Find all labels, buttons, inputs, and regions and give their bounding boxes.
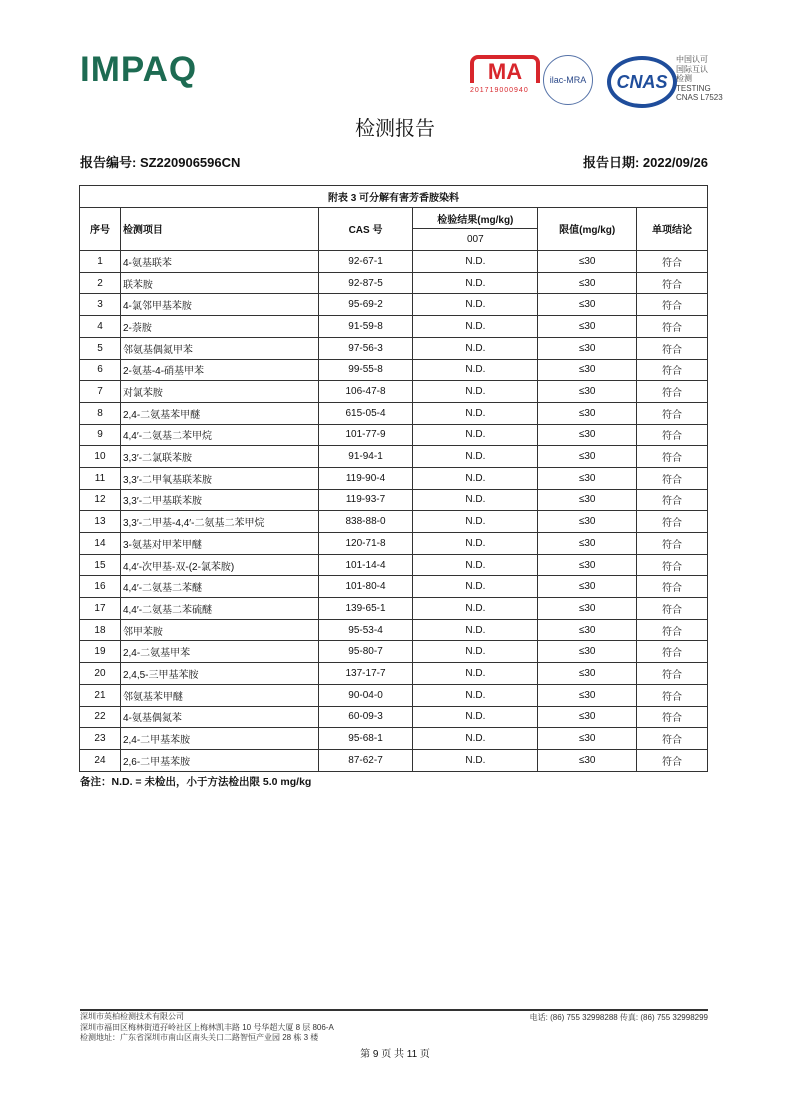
row-limit: ≤30 xyxy=(538,424,637,446)
row-result: N.D. xyxy=(413,663,538,685)
row-no: 6 xyxy=(80,359,121,381)
cma-number: 201719000940 xyxy=(470,87,529,94)
table-row xyxy=(80,684,708,706)
row-no: 8 xyxy=(80,402,121,424)
row-result: N.D. xyxy=(413,684,538,706)
row-conclusion: 符合 xyxy=(637,511,708,533)
row-limit: ≤30 xyxy=(538,728,637,750)
table-row xyxy=(80,316,708,338)
row-result: N.D. xyxy=(413,294,538,316)
cnas-line: 中国认可 xyxy=(676,55,708,64)
row-item: 联苯胺 xyxy=(120,272,318,294)
row-result: N.D. xyxy=(413,641,538,663)
row-conclusion: 符合 xyxy=(637,554,708,576)
footer-company: 深圳市英柏检测技术有限公司 xyxy=(80,1012,184,1021)
cma-label: MA xyxy=(470,55,540,83)
page-number: 第 9 页 共 11 页 xyxy=(360,1049,430,1060)
row-cas: 87-62-7 xyxy=(318,749,413,771)
row-conclusion: 符合 xyxy=(637,446,708,468)
row-limit: ≤30 xyxy=(538,749,637,771)
row-limit: ≤30 xyxy=(538,402,637,424)
table-row xyxy=(80,641,708,663)
page-title: 检测报告 xyxy=(355,118,435,140)
row-cas: 95-53-4 xyxy=(318,619,413,641)
row-cas: 95-80-7 xyxy=(318,641,413,663)
row-result: N.D. xyxy=(413,251,538,273)
table-row xyxy=(80,467,708,489)
row-no: 9 xyxy=(80,424,121,446)
row-result: N.D. xyxy=(413,598,538,620)
row-item: 2,4,5-三甲基苯胺 xyxy=(120,663,318,685)
ilac-mra-logo xyxy=(543,55,593,105)
note: 备注：N.D. = 未检出，小于方法检出限 5.0 mg/kg xyxy=(80,776,312,788)
row-no: 10 xyxy=(80,446,121,468)
row-no: 18 xyxy=(80,619,121,641)
row-result: N.D. xyxy=(413,554,538,576)
row-limit: ≤30 xyxy=(538,576,637,598)
row-result: N.D. xyxy=(413,359,538,381)
table-row xyxy=(80,728,708,750)
row-limit: ≤30 xyxy=(538,619,637,641)
row-limit: ≤30 xyxy=(538,272,637,294)
footer-office: 深圳市福田区梅林街道孖岭社区上梅林凯丰路 10 号华超大厦 8 层 806-A xyxy=(80,1022,334,1032)
row-conclusion: 符合 xyxy=(637,641,708,663)
row-no: 14 xyxy=(80,533,121,555)
row-limit: ≤30 xyxy=(538,684,637,706)
row-no: 23 xyxy=(80,728,121,750)
row-item: 2,4-二氨基甲苯 xyxy=(120,641,318,663)
report-number: 报告编号: SZ220906596CN xyxy=(80,155,241,170)
row-conclusion: 符合 xyxy=(637,663,708,685)
row-result: N.D. xyxy=(413,424,538,446)
row-conclusion: 符合 xyxy=(637,684,708,706)
row-cas: 92-67-1 xyxy=(318,251,413,273)
row-no: 20 xyxy=(80,663,121,685)
row-item: 2-氨基-4-硝基甲苯 xyxy=(120,359,318,381)
row-limit: ≤30 xyxy=(538,316,637,338)
row-conclusion: 符合 xyxy=(637,381,708,403)
row-conclusion: 符合 xyxy=(637,359,708,381)
col-sample: 007 xyxy=(413,229,538,251)
row-result: N.D. xyxy=(413,316,538,338)
row-cas: 106-47-8 xyxy=(318,381,413,403)
col-result: 检验结果(mg/kg) xyxy=(413,207,538,229)
row-conclusion: 符合 xyxy=(637,706,708,728)
row-conclusion: 符合 xyxy=(637,619,708,641)
row-limit: ≤30 xyxy=(538,294,637,316)
row-no: 3 xyxy=(80,294,121,316)
row-limit: ≤30 xyxy=(538,533,637,555)
table-row xyxy=(80,294,708,316)
row-conclusion: 符合 xyxy=(637,337,708,359)
row-item: 3,3′-二氯联苯胺 xyxy=(120,446,318,468)
row-item: 2,6-二甲基苯胺 xyxy=(120,749,318,771)
table-caption: 附表 3 可分解有害芳香胺染料 xyxy=(80,186,708,208)
col-cas: CAS 号 xyxy=(318,207,413,250)
row-item: 4,4′-次甲基-双-(2-氯苯胺) xyxy=(120,554,318,576)
row-conclusion: 符合 xyxy=(637,533,708,555)
table-row xyxy=(80,533,708,555)
table-row xyxy=(80,511,708,533)
row-limit: ≤30 xyxy=(538,251,637,273)
row-no: 19 xyxy=(80,641,121,663)
row-conclusion: 符合 xyxy=(637,467,708,489)
col-no: 序号 xyxy=(80,207,121,250)
row-item: 2,4-二甲基苯胺 xyxy=(120,728,318,750)
row-conclusion: 符合 xyxy=(637,402,708,424)
ilac-label: ilac-MRA xyxy=(549,75,587,85)
row-no: 24 xyxy=(80,749,121,771)
row-limit: ≤30 xyxy=(538,337,637,359)
cnas-line: TESTING xyxy=(676,83,711,93)
cnas-line: 检测 xyxy=(676,74,692,83)
row-result: N.D. xyxy=(413,728,538,750)
cma-logo xyxy=(470,55,540,100)
row-cas: 99-55-8 xyxy=(318,359,413,381)
row-limit: ≤30 xyxy=(538,641,637,663)
footer-contact: 电话: (86) 755 32998288 传真: (86) 755 32998299 xyxy=(529,1013,708,1022)
logo-text: IMPAQ xyxy=(80,50,198,89)
row-conclusion: 符合 xyxy=(637,728,708,750)
row-item: 3,3′-二甲氧基联苯胺 xyxy=(120,467,318,489)
row-cas: 615-05-4 xyxy=(318,402,413,424)
row-item: 4-氨基偶氮苯 xyxy=(120,706,318,728)
row-no: 12 xyxy=(80,489,121,511)
row-conclusion: 符合 xyxy=(637,598,708,620)
row-cas: 101-14-4 xyxy=(318,554,413,576)
row-item: 4-氨基联苯 xyxy=(120,251,318,273)
cnas-text xyxy=(676,55,723,103)
cnas-line: 国际互认 xyxy=(676,64,708,74)
row-limit: ≤30 xyxy=(538,446,637,468)
row-cas: 838-88-0 xyxy=(318,511,413,533)
row-result: N.D. xyxy=(413,619,538,641)
row-item: 邻氨基偶氮甲苯 xyxy=(120,337,318,359)
cnas-logo xyxy=(607,56,677,108)
row-result: N.D. xyxy=(413,467,538,489)
row-no: 1 xyxy=(80,251,121,273)
row-cas: 101-77-9 xyxy=(318,424,413,446)
row-limit: ≤30 xyxy=(538,489,637,511)
row-cas: 91-59-8 xyxy=(318,316,413,338)
table-row xyxy=(80,554,708,576)
row-no: 15 xyxy=(80,554,121,576)
row-no: 7 xyxy=(80,381,121,403)
footer-address xyxy=(80,1012,334,1044)
row-result: N.D. xyxy=(413,511,538,533)
row-cas: 119-93-7 xyxy=(318,489,413,511)
row-conclusion: 符合 xyxy=(637,576,708,598)
row-cas: 139-65-1 xyxy=(318,598,413,620)
footer-lab: 检测地址：广东省深圳市南山区南头关口二路智恒产业园 28 栋 3 楼 xyxy=(80,1033,319,1042)
row-result: N.D. xyxy=(413,337,538,359)
row-cas: 120-71-8 xyxy=(318,533,413,555)
row-result: N.D. xyxy=(413,489,538,511)
row-result: N.D. xyxy=(413,446,538,468)
cnas-label: CNAS xyxy=(616,72,668,92)
row-no: 16 xyxy=(80,576,121,598)
row-cas: 92-87-5 xyxy=(318,272,413,294)
row-cas: 60-09-3 xyxy=(318,706,413,728)
row-item: 对氯苯胺 xyxy=(120,381,318,403)
row-conclusion: 符合 xyxy=(637,316,708,338)
row-item: 4,4′-二氨基二苯甲烷 xyxy=(120,424,318,446)
row-result: N.D. xyxy=(413,402,538,424)
row-conclusion: 符合 xyxy=(637,424,708,446)
row-conclusion: 符合 xyxy=(637,251,708,273)
row-no: 5 xyxy=(80,337,121,359)
row-item: 3,3′-二甲基联苯胺 xyxy=(120,489,318,511)
col-item: 检测项目 xyxy=(120,207,318,250)
table-row xyxy=(80,598,708,620)
row-limit: ≤30 xyxy=(538,381,637,403)
row-item: 2-萘胺 xyxy=(120,316,318,338)
row-limit: ≤30 xyxy=(538,359,637,381)
col-limit: 限值(mg/kg) xyxy=(538,207,637,250)
row-conclusion: 符合 xyxy=(637,749,708,771)
row-result: N.D. xyxy=(413,576,538,598)
table-row xyxy=(80,272,708,294)
table-row xyxy=(80,402,708,424)
row-no: 13 xyxy=(80,511,121,533)
row-conclusion: 符合 xyxy=(637,294,708,316)
row-result: N.D. xyxy=(413,381,538,403)
table-row xyxy=(80,489,708,511)
row-no: 21 xyxy=(80,684,121,706)
row-no: 4 xyxy=(80,316,121,338)
table-row xyxy=(80,619,708,641)
row-conclusion: 符合 xyxy=(637,489,708,511)
row-no: 2 xyxy=(80,272,121,294)
row-limit: ≤30 xyxy=(538,511,637,533)
table-row xyxy=(80,424,708,446)
row-item: 4,4′-二氨基二苯硫醚 xyxy=(120,598,318,620)
table-row xyxy=(80,381,708,403)
row-item: 3-氨基对甲苯甲醚 xyxy=(120,533,318,555)
row-cas: 101-80-4 xyxy=(318,576,413,598)
row-cas: 90-04-0 xyxy=(318,684,413,706)
table-row xyxy=(80,359,708,381)
row-result: N.D. xyxy=(413,706,538,728)
row-conclusion: 符合 xyxy=(637,272,708,294)
table-row xyxy=(80,706,708,728)
row-limit: ≤30 xyxy=(538,467,637,489)
row-limit: ≤30 xyxy=(538,706,637,728)
row-result: N.D. xyxy=(413,749,538,771)
row-cas: 91-94-1 xyxy=(318,446,413,468)
row-cas: 95-68-1 xyxy=(318,728,413,750)
table-row xyxy=(80,663,708,685)
row-no: 22 xyxy=(80,706,121,728)
col-conclusion: 单项结论 xyxy=(637,207,708,250)
table-row xyxy=(80,337,708,359)
row-result: N.D. xyxy=(413,272,538,294)
row-limit: ≤30 xyxy=(538,598,637,620)
table-row xyxy=(80,749,708,771)
row-item: 邻甲苯胺 xyxy=(120,619,318,641)
results-table xyxy=(79,185,708,772)
report-date: 报告日期: 2022/09/26 xyxy=(582,155,708,170)
row-cas: 119-90-4 xyxy=(318,467,413,489)
row-cas: 97-56-3 xyxy=(318,337,413,359)
table-row xyxy=(80,576,708,598)
footer-divider xyxy=(80,1009,708,1011)
row-cas: 95-69-2 xyxy=(318,294,413,316)
row-item: 4,4′-二氨基二苯醚 xyxy=(120,576,318,598)
row-item: 3,3′-二甲基-4,4′-二氨基二苯甲烷 xyxy=(120,511,318,533)
table-row xyxy=(80,446,708,468)
cnas-line: CNAS L7523 xyxy=(676,93,723,102)
row-limit: ≤30 xyxy=(538,663,637,685)
impaq-logo xyxy=(80,50,197,90)
row-item: 邻氨基苯甲醚 xyxy=(120,684,318,706)
row-no: 11 xyxy=(80,467,121,489)
row-result: N.D. xyxy=(413,533,538,555)
row-item: 4-氯邻甲基苯胺 xyxy=(120,294,318,316)
row-limit: ≤30 xyxy=(538,554,637,576)
table-row xyxy=(80,251,708,273)
row-no: 17 xyxy=(80,598,121,620)
row-item: 2,4-二氨基苯甲醚 xyxy=(120,402,318,424)
row-cas: 137-17-7 xyxy=(318,663,413,685)
